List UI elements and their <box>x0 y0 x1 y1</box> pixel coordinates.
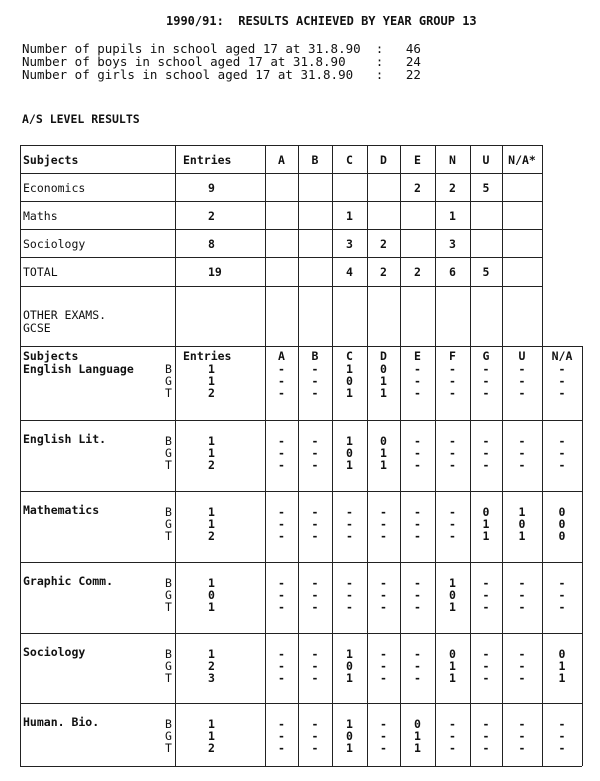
gcse-grade-value: 1 <box>449 600 456 614</box>
rule-horizontal <box>20 229 542 230</box>
gcse-header-grade: C <box>346 349 353 363</box>
gcse-grade-value: - <box>380 717 387 731</box>
rule-horizontal <box>20 562 582 563</box>
gcse-grade-value: - <box>380 741 387 755</box>
rule-vertical <box>400 286 401 346</box>
rule-horizontal <box>20 420 582 421</box>
gcse-grade-value: - <box>346 529 353 543</box>
gcse-grade-value: - <box>278 434 285 448</box>
alevel-entries: 8 <box>208 237 215 251</box>
rule-horizontal <box>20 201 542 202</box>
gcse-grade-value: - <box>518 434 526 448</box>
gcse-grade-value: - <box>414 588 421 602</box>
count-sep: : <box>375 54 384 69</box>
alevel-grade-value: 2 <box>380 265 387 279</box>
gcse-grade-value: - <box>558 576 566 590</box>
gcse-grade-value: 0 <box>558 529 566 543</box>
gcse-grade-value: - <box>278 458 285 472</box>
gcse-grade-value: - <box>449 446 456 460</box>
gcse-grade-value: 0 <box>558 517 566 531</box>
gcse-entries: 3 <box>208 671 215 685</box>
gcse-grade-value: - <box>311 386 319 400</box>
gcse-grade-value: - <box>311 647 319 661</box>
gcse-grade-value: 0 <box>449 647 456 661</box>
gcse-subject-name: Sociology <box>23 645 86 659</box>
rule-vertical <box>582 346 583 766</box>
gcse-row-code: B <box>165 576 172 590</box>
gcse-grade-value: 1 <box>518 505 526 519</box>
gcse-grade-value: 1 <box>380 458 387 472</box>
gcse-grade-value: 1 <box>380 374 387 388</box>
gcse-entries: 1 <box>208 446 215 460</box>
alevel-grade-value: 2 <box>414 265 421 279</box>
gcse-entries: 1 <box>208 576 215 590</box>
gcse-grade-value: - <box>311 446 319 460</box>
gcse-grade-value: 1 <box>346 434 353 448</box>
gcse-grade-value: - <box>482 434 490 448</box>
gcse-grade-value: 1 <box>346 647 353 661</box>
gcse-grade-value: - <box>482 374 490 388</box>
gcse-grade-value: 0 <box>380 362 387 376</box>
gcse-grade-value: - <box>518 671 526 685</box>
gcse-header-subjects: Subjects <box>23 349 79 363</box>
gcse-grade-value: - <box>311 588 319 602</box>
gcse-grade-value: - <box>278 362 285 376</box>
gcse-grade-value: - <box>449 434 456 448</box>
gcse-grade-value: - <box>311 659 319 673</box>
count-label: Number of girls in school aged 17 at 31.8.90 <box>22 67 354 82</box>
gcse-grade-value: - <box>278 386 285 400</box>
rule-horizontal <box>20 286 542 287</box>
gcse-grade-value: - <box>518 446 526 460</box>
rule-horizontal <box>20 766 582 767</box>
rule-horizontal <box>20 145 542 146</box>
gcse-grade-value: - <box>558 362 566 376</box>
alevel-grade-value: 5 <box>482 181 490 195</box>
alevel-grade-value: 3 <box>449 237 456 251</box>
gcse-row-code: T <box>165 529 172 543</box>
gcse-grade-value: - <box>380 576 387 590</box>
gcse-grade-value: - <box>558 588 566 602</box>
gcse-row-code: B <box>165 647 172 661</box>
gcse-grade-value: - <box>380 600 387 614</box>
gcse-grade-value: 0 <box>346 659 353 673</box>
gcse-subject-name: Mathematics <box>23 503 100 517</box>
gcse-grade-value: 0 <box>482 505 490 519</box>
alevel-header-grade: U <box>482 153 490 167</box>
alevel-grade-value: 6 <box>449 265 456 279</box>
gcse-subject-name: Graphic Comm. <box>23 574 114 588</box>
gcse-entries: 2 <box>208 386 215 400</box>
gcse-grade-value: 1 <box>346 362 353 376</box>
gcse-grade-value: - <box>311 529 319 543</box>
gcse-row-code: G <box>165 588 172 602</box>
gcse-grade-value: 1 <box>518 529 526 543</box>
alevel-grade-value: 2 <box>449 181 456 195</box>
gcse-subject-name: Human. Bio. <box>23 715 100 729</box>
gcse-grade-value: - <box>346 588 353 602</box>
count-value: 46 <box>405 41 421 56</box>
gcse-grade-value: - <box>278 374 285 388</box>
gcse-header-grade: E <box>414 349 421 363</box>
gcse-grade-value: - <box>449 374 456 388</box>
gcse-grade-value: - <box>278 659 285 673</box>
alevel-entries: 2 <box>208 209 215 223</box>
gcse-grade-value: 0 <box>449 588 456 602</box>
gcse-grade-value: - <box>482 600 490 614</box>
alevel-grade-value: 2 <box>380 237 387 251</box>
gcse-grade-value: 1 <box>558 671 566 685</box>
gcse-row-code: G <box>165 729 172 743</box>
gcse-grade-value: - <box>278 647 285 661</box>
alevel-header-grade: B <box>311 153 319 167</box>
gcse-entries: 1 <box>208 647 215 661</box>
gcse-grade-value: - <box>518 729 526 743</box>
gcse-grade-value: - <box>482 741 490 755</box>
gcse-header-entries: Entries <box>183 349 232 363</box>
gcse-grade-value: - <box>414 529 421 543</box>
gcse-entries: 2 <box>208 741 215 755</box>
gcse-grade-value: 0 <box>414 717 421 731</box>
rule-horizontal <box>20 633 582 634</box>
alevel-grade-value: 4 <box>346 265 353 279</box>
gcse-grade-value: - <box>311 505 319 519</box>
alevel-grade-value: 2 <box>414 181 421 195</box>
gcse-grade-value: - <box>414 458 421 472</box>
gcse-grade-value: - <box>482 576 490 590</box>
gcse-row-code: G <box>165 446 172 460</box>
gcse-grade-value: - <box>449 362 456 376</box>
gcse-grade-value: 1 <box>414 729 421 743</box>
rule-vertical <box>175 145 176 286</box>
rule-vertical <box>175 286 176 346</box>
alevel-grade-value: 5 <box>482 265 490 279</box>
rule-vertical <box>265 286 266 346</box>
gcse-entries: 1 <box>208 600 215 614</box>
gcse-grade-value: - <box>518 659 526 673</box>
gcse-grade-value: - <box>414 576 421 590</box>
gcse-grade-value: - <box>449 386 456 400</box>
gcse-header-grade: A <box>278 349 285 363</box>
gcse-grade-value: - <box>414 434 421 448</box>
gcse-grade-value: - <box>482 386 490 400</box>
gcse-grade-value: - <box>380 517 387 531</box>
gcse-row-code: G <box>165 517 172 531</box>
gcse-grade-value: - <box>380 671 387 685</box>
gcse-grade-value: - <box>311 729 319 743</box>
gcse-grade-value: 1 <box>482 529 490 543</box>
alevel-entries: 9 <box>208 181 215 195</box>
gcse-grade-value: - <box>346 576 353 590</box>
count-label: Number of pupils in school aged 17 at 31.8.90 <box>22 41 361 56</box>
gcse-grade-value: 1 <box>449 659 456 673</box>
count-sep: : <box>375 41 384 56</box>
alevel-subject: Sociology <box>23 237 86 251</box>
gcse-grade-value: - <box>414 505 421 519</box>
gcse-grade-value: - <box>558 729 566 743</box>
gcse-grade-value: - <box>518 647 526 661</box>
gcse-grade-value: 1 <box>558 659 566 673</box>
gcse-grade-value: - <box>346 517 353 531</box>
count-value: 22 <box>405 67 421 82</box>
rule-vertical <box>20 145 21 286</box>
gcse-grade-value: - <box>449 717 456 731</box>
alevel-grade-value: 1 <box>346 209 353 223</box>
alevel-entries: 19 <box>208 265 222 279</box>
gcse-row-code: T <box>165 741 172 755</box>
rule-horizontal <box>20 257 542 258</box>
gcse-grade-value: - <box>414 374 421 388</box>
gcse-grade-value: - <box>380 588 387 602</box>
gcse-grade-value: - <box>278 729 285 743</box>
rule-horizontal <box>20 491 582 492</box>
gcse-grade-value: 1 <box>380 446 387 460</box>
gcse-grade-value: 1 <box>346 671 353 685</box>
gcse-grade-value: 1 <box>346 386 353 400</box>
gcse-grade-value: - <box>518 576 526 590</box>
alevel-header-grade: E <box>414 153 421 167</box>
gcse-grade-value: - <box>518 600 526 614</box>
gcse-grade-value: - <box>311 434 319 448</box>
gcse-grade-value: - <box>414 647 421 661</box>
alevel-header-grade: N <box>449 153 456 167</box>
gcse-grade-value: - <box>346 505 353 519</box>
rule-vertical <box>542 145 543 286</box>
gcse-row-code: B <box>165 717 172 731</box>
gcse-grade-value: 1 <box>414 741 421 755</box>
gcse-row-code: T <box>165 386 172 400</box>
gcse-grade-value: - <box>482 659 490 673</box>
gcse-grade-value: 1 <box>380 386 387 400</box>
gcse-entries: 1 <box>208 362 215 376</box>
gcse-grade-value: - <box>518 458 526 472</box>
gcse-grade-value: - <box>414 517 421 531</box>
gcse-grade-value: 1 <box>346 458 353 472</box>
rule-vertical <box>502 286 503 346</box>
alevel-header-grade: N/A* <box>508 153 536 167</box>
gcse-grade-value: - <box>518 362 526 376</box>
alevel-header-grade: A <box>278 153 285 167</box>
gcse-header-grade: G <box>482 349 490 363</box>
gcse-entries: 1 <box>208 434 215 448</box>
gcse-row-code: B <box>165 362 172 376</box>
gcse-grade-value: - <box>449 729 456 743</box>
gcse-grade-value: - <box>311 362 319 376</box>
gcse-grade-value: - <box>414 386 421 400</box>
gcse-grade-value: - <box>311 600 319 614</box>
rule-vertical <box>20 286 21 346</box>
gcse-grade-value: 1 <box>482 517 490 531</box>
gcse-grade-value: - <box>380 659 387 673</box>
gcse-entries: 1 <box>208 729 215 743</box>
alevel-header-entries: Entries <box>183 153 232 167</box>
rule-vertical <box>502 145 503 286</box>
gcse-grade-value: - <box>346 600 353 614</box>
gcse-grade-value: - <box>558 458 566 472</box>
other-exams-heading: OTHER EXAMS. <box>23 308 107 322</box>
rule-horizontal <box>20 173 542 174</box>
gcse-entries: 1 <box>208 374 215 388</box>
gcse-row-code: G <box>165 374 172 388</box>
gcse-grade-value: - <box>449 458 456 472</box>
gcse-grade-value: - <box>518 374 526 388</box>
gcse-grade-value: - <box>449 517 456 531</box>
count-sep: : <box>375 67 384 82</box>
gcse-grade-value: - <box>278 529 285 543</box>
gcse-grade-value: - <box>278 517 285 531</box>
gcse-grade-value: - <box>278 741 285 755</box>
gcse-grade-value: - <box>278 446 285 460</box>
gcse-grade-value: - <box>558 717 566 731</box>
gcse-subject-name: English Lit. <box>23 432 107 446</box>
gcse-grade-value: - <box>558 374 566 388</box>
gcse-grade-value: - <box>311 458 319 472</box>
gcse-header-grade: F <box>449 349 456 363</box>
gcse-entries: 1 <box>208 517 215 531</box>
gcse-grade-value: 0 <box>380 434 387 448</box>
gcse-grade-value: - <box>518 741 526 755</box>
rule-horizontal <box>20 346 582 347</box>
gcse-grade-value: - <box>482 458 490 472</box>
gcse-row-code: B <box>165 505 172 519</box>
alevel-subject: TOTAL <box>23 265 58 279</box>
gcse-grade-value: - <box>380 529 387 543</box>
rule-vertical <box>332 286 333 346</box>
rule-vertical <box>367 286 368 346</box>
gcse-grade-value: 0 <box>558 505 566 519</box>
gcse-grade-value: - <box>449 505 456 519</box>
alevel-grade-value: 3 <box>346 237 353 251</box>
rule-vertical <box>542 286 543 346</box>
gcse-grade-value: - <box>311 671 319 685</box>
alevel-subject: Economics <box>23 181 86 195</box>
gcse-row-code: T <box>165 458 172 472</box>
gcse-grade-value: - <box>482 717 490 731</box>
gcse-grade-value: - <box>414 362 421 376</box>
gcse-grade-value: - <box>278 576 285 590</box>
gcse-header-grade: D <box>380 349 387 363</box>
gcse-grade-value: - <box>414 446 421 460</box>
gcse-grade-value: - <box>278 717 285 731</box>
gcse-grade-value: - <box>482 362 490 376</box>
alevel-header-grade: C <box>346 153 353 167</box>
alevel-header-grade: D <box>380 153 387 167</box>
rule-vertical <box>435 286 436 346</box>
gcse-subject-name: English Language <box>23 362 134 376</box>
gcse-grade-value: - <box>380 647 387 661</box>
count-value: 24 <box>405 54 421 69</box>
gcse-entries: 2 <box>208 458 215 472</box>
gcse-grade-value: - <box>449 529 456 543</box>
gcse-grade-value: - <box>449 741 456 755</box>
gcse-grade-value: - <box>311 741 319 755</box>
gcse-grade-value: - <box>558 600 566 614</box>
gcse-grade-value: - <box>311 517 319 531</box>
gcse-entries: 0 <box>208 588 215 602</box>
gcse-grade-value: 1 <box>346 741 353 755</box>
gcse-grade-value: 0 <box>346 729 353 743</box>
gcse-grade-value: - <box>311 717 319 731</box>
alevel-subject: Maths <box>23 209 58 223</box>
gcse-entries: 1 <box>208 505 215 519</box>
gcse-grade-value: - <box>558 434 566 448</box>
rule-horizontal <box>20 703 582 704</box>
gcse-grade-value: - <box>311 576 319 590</box>
gcse-grade-value: - <box>558 386 566 400</box>
gcse-grade-value: - <box>278 671 285 685</box>
gcse-entries: 2 <box>208 529 215 543</box>
gcse-grade-value: - <box>380 729 387 743</box>
gcse-grade-value: - <box>482 671 490 685</box>
gcse-grade-value: - <box>518 386 526 400</box>
page-title: 1990/91: RESULTS ACHIEVED BY YEAR GROUP 13 <box>166 14 477 28</box>
gcse-grade-value: 0 <box>346 374 353 388</box>
gcse-grade-value: - <box>518 717 526 731</box>
gcse-row-code: T <box>165 600 172 614</box>
gcse-grade-value: - <box>278 505 285 519</box>
gcse-grade-value: - <box>482 729 490 743</box>
gcse-grade-value: 0 <box>518 517 526 531</box>
gcse-row-code: B <box>165 434 172 448</box>
alevel-header-subjects: Subjects <box>23 153 79 167</box>
gcse-grade-value: 1 <box>449 671 456 685</box>
alevel-heading: A/S LEVEL RESULTS <box>22 112 140 126</box>
count-label: Number of boys in school aged 17 at 31.8.90 <box>22 54 346 69</box>
gcse-heading: GCSE <box>23 321 51 335</box>
gcse-grade-value: 0 <box>346 446 353 460</box>
gcse-header-grade: U <box>518 349 526 363</box>
gcse-grade-value: - <box>482 446 490 460</box>
gcse-grade-value: - <box>414 659 421 673</box>
gcse-grade-value: - <box>482 588 490 602</box>
gcse-grade-value: 1 <box>346 717 353 731</box>
gcse-entries: 1 <box>208 717 215 731</box>
gcse-header-grade: N/A <box>551 349 573 363</box>
gcse-grade-value: - <box>482 647 490 661</box>
gcse-grade-value: - <box>380 505 387 519</box>
gcse-entries: 2 <box>208 659 215 673</box>
gcse-row-code: T <box>165 671 172 685</box>
gcse-grade-value: - <box>414 671 421 685</box>
gcse-grade-value: - <box>278 600 285 614</box>
gcse-grade-value: - <box>311 374 319 388</box>
gcse-grade-value: 1 <box>449 576 456 590</box>
rule-vertical <box>470 286 471 346</box>
gcse-grade-value: - <box>278 588 285 602</box>
gcse-row-code: G <box>165 659 172 673</box>
gcse-header-grade: B <box>311 349 319 363</box>
gcse-grade-value: - <box>518 588 526 602</box>
count-line-girls <box>22 68 421 81</box>
rule-vertical <box>298 286 299 346</box>
alevel-grade-value: 1 <box>449 209 456 223</box>
gcse-grade-value: - <box>414 600 421 614</box>
gcse-grade-value: - <box>558 741 566 755</box>
gcse-grade-value: - <box>558 446 566 460</box>
gcse-grade-value: 0 <box>558 647 566 661</box>
